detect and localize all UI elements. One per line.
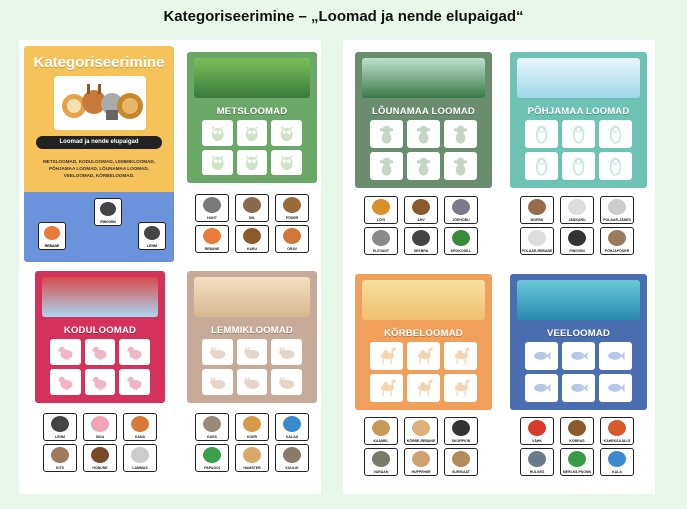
drop-slot[interactable] [525, 374, 558, 402]
animal-card[interactable] [444, 196, 478, 224]
card-label: KÜÜLIK [285, 466, 299, 470]
animal-card[interactable] [404, 448, 438, 476]
hen-icon [55, 373, 76, 391]
card-label: KITS [56, 466, 64, 470]
penguin-icon [530, 124, 553, 144]
card-label: LEHM [147, 244, 157, 248]
animal-card[interactable] [364, 448, 398, 476]
animal-cards-veeloomad [520, 417, 634, 476]
slot-grid [525, 120, 632, 180]
card-label: SKORPION [451, 439, 471, 443]
drop-slot[interactable] [370, 152, 403, 180]
cover-category-list [34, 158, 164, 179]
card-label: PINGVIIN [569, 249, 585, 253]
fish-icon [567, 346, 590, 366]
cover-list-line: PÕHJAMAA LOOMAD, LÕUNAMAA LOOMAD, [49, 166, 149, 171]
monkey-icon [375, 156, 398, 176]
example-card [94, 198, 122, 226]
slot-grid [202, 120, 302, 175]
card-label: POLAAR-REBANE [521, 249, 553, 253]
cover-list-line: VEELOOMAD, KÕRBELOOMAD. [63, 173, 135, 178]
card-label: LÕVI [376, 218, 386, 222]
animal-cards-lounamaa [364, 196, 478, 255]
card-label: LEHM [55, 435, 65, 439]
animal-card[interactable] [364, 417, 398, 445]
drop-slot[interactable] [562, 152, 595, 180]
animals-illustration [54, 76, 146, 130]
animal-picture [412, 199, 430, 215]
animal-picture [372, 230, 390, 246]
monkey-icon [375, 124, 398, 144]
animal-picture [452, 199, 470, 215]
card-label: PÕDER [285, 216, 299, 220]
animal-picture [528, 199, 546, 215]
drop-slot[interactable] [271, 150, 302, 176]
cat-icon [276, 373, 297, 391]
camel-icon [412, 378, 435, 398]
animal-picture [452, 420, 470, 436]
animal-card[interactable] [235, 444, 269, 472]
card-label: JÕEHOBU [452, 218, 470, 222]
panel-label: METSLOOMAD [216, 106, 288, 117]
card-label: HAMSTER [243, 466, 261, 470]
drop-slot[interactable] [562, 342, 595, 370]
card-label: KOER [246, 435, 258, 439]
habitat-scene-image [194, 58, 310, 98]
animal-card[interactable] [600, 417, 634, 445]
owl-icon [276, 124, 297, 142]
card-label: KÕRBE-REBANE [406, 439, 436, 443]
animal-card[interactable] [275, 413, 309, 441]
animal-card[interactable] [275, 444, 309, 472]
drop-slot[interactable] [562, 120, 595, 148]
card-label: SIGA [95, 435, 105, 439]
animal-card[interactable] [404, 196, 438, 224]
card-label: VÄHK [532, 439, 542, 443]
card-label: KROKODILL [450, 249, 472, 253]
animal-card[interactable] [444, 227, 478, 255]
animal-cards-koduloomad [43, 413, 157, 472]
penguin-icon [567, 156, 590, 176]
card-label: KALA [612, 470, 622, 474]
drop-slot[interactable] [444, 120, 477, 148]
animal-card[interactable] [235, 225, 269, 253]
animal-picture [283, 416, 301, 432]
slot-grid [50, 339, 150, 395]
cat-icon [207, 343, 228, 361]
animal-card[interactable] [520, 448, 554, 476]
slot-grid [370, 342, 477, 402]
penguin-icon [567, 124, 590, 144]
panel-koduloomad [35, 271, 165, 403]
monkey-icon [412, 156, 435, 176]
panel-lemmikloomad [187, 271, 317, 403]
animal-picture [283, 197, 301, 213]
animal-picture [91, 416, 109, 432]
animal-card[interactable] [560, 227, 594, 255]
drop-slot[interactable] [525, 120, 558, 148]
slot-grid [202, 339, 302, 395]
drop-slot[interactable] [119, 339, 150, 365]
cover-subtitle: Loomad ja nende elupaigad [36, 136, 162, 149]
animal-picture [203, 228, 221, 244]
drop-slot[interactable] [50, 339, 81, 365]
panel-label: PÕHJAMAA LOOMAD [527, 106, 630, 117]
cat-icon [276, 343, 297, 361]
animal-picture [568, 199, 586, 215]
card-label: PINGVIIN [100, 220, 116, 224]
animal-picture [283, 447, 301, 463]
cover-panel [24, 46, 174, 262]
animal-picture [203, 197, 221, 213]
hen-icon [124, 343, 145, 361]
animal-cards-metsloomad [195, 194, 309, 253]
drop-slot[interactable] [370, 120, 403, 148]
drop-slot[interactable] [562, 374, 595, 402]
animal-card[interactable] [364, 196, 398, 224]
cat-icon [207, 373, 228, 391]
animal-picture [528, 451, 546, 467]
animal-card[interactable] [404, 417, 438, 445]
drop-slot[interactable] [525, 152, 558, 180]
slot-grid [370, 120, 477, 180]
animal-card[interactable] [404, 227, 438, 255]
animal-picture [608, 420, 626, 436]
card-label: PAPAGOI [204, 466, 220, 470]
animal-card[interactable] [43, 413, 77, 441]
card-label: KALAD [285, 435, 299, 439]
drop-slot[interactable] [237, 369, 268, 395]
card-label: SEEBRA [413, 249, 429, 253]
animal-card[interactable] [123, 413, 157, 441]
animal-picture [372, 451, 390, 467]
example-card [38, 222, 66, 250]
fish-icon [567, 378, 590, 398]
animal-picture [412, 230, 430, 246]
animal-card[interactable] [123, 444, 157, 472]
card-label: REBANE [44, 244, 60, 248]
animal-picture [372, 420, 390, 436]
drop-slot[interactable] [237, 339, 268, 365]
card-label: SURIKAAT [452, 470, 470, 474]
animal-picture [568, 420, 586, 436]
drop-slot[interactable] [444, 342, 477, 370]
drop-slot[interactable] [271, 120, 302, 146]
drop-slot[interactable] [444, 374, 477, 402]
animal-picture [144, 226, 160, 240]
drop-slot[interactable] [599, 152, 632, 180]
fish-icon [604, 378, 627, 398]
animal-card[interactable] [520, 227, 554, 255]
card-label: HUNT [207, 216, 217, 220]
animal-picture [568, 230, 586, 246]
animal-picture [452, 230, 470, 246]
card-label: KASS [207, 435, 217, 439]
animal-picture [372, 199, 390, 215]
drop-slot[interactable] [237, 120, 268, 146]
animal-card[interactable] [560, 448, 594, 476]
animal-picture [568, 451, 586, 467]
animal-card[interactable] [195, 225, 229, 253]
card-label: HÜLGES [529, 470, 545, 474]
card-label: POLAAR-JÄNES [603, 218, 631, 222]
owl-icon [276, 153, 297, 171]
card-label: ORAV [287, 247, 297, 251]
card-label: KARU [246, 247, 258, 251]
panel-label: KÕRBELOOMAD [384, 328, 463, 339]
animal-card[interactable] [560, 417, 594, 445]
animal-picture [131, 447, 149, 463]
panel-label: VEELOOMAD [546, 328, 611, 339]
card-label: MORSK [530, 218, 544, 222]
animal-picture [243, 197, 261, 213]
animal-card[interactable] [444, 417, 478, 445]
animal-picture [100, 202, 116, 216]
camel-icon [412, 346, 435, 366]
animal-picture [243, 416, 261, 432]
owl-icon [207, 153, 228, 171]
drop-slot[interactable] [271, 339, 302, 365]
panel-label: LEMMIKLOOMAD [210, 325, 294, 336]
animal-picture [203, 416, 221, 432]
animal-picture [608, 451, 626, 467]
panel-metsloomad [187, 52, 317, 183]
drop-slot[interactable] [370, 374, 403, 402]
cover-title: Kategoriseerimine [33, 54, 165, 71]
drop-slot[interactable] [525, 342, 558, 370]
animal-card[interactable] [364, 227, 398, 255]
slot-grid [525, 342, 632, 402]
animal-picture [528, 420, 546, 436]
drop-slot[interactable] [370, 342, 403, 370]
animal-card[interactable] [43, 444, 77, 472]
card-label: LAMMAS [132, 466, 148, 470]
card-label: KOBRAS [569, 439, 585, 443]
drop-slot[interactable] [271, 369, 302, 395]
page-title: Kategoriseerimine – „Loomad ja nende elupaigad“ [163, 8, 524, 25]
card-label: MERI-KILPKONN [562, 470, 592, 474]
camel-icon [449, 346, 472, 366]
panel-korbeloomad [355, 274, 492, 410]
animal-picture [412, 420, 430, 436]
animal-card[interactable] [235, 413, 269, 441]
card-label: ELEVANT [372, 249, 390, 253]
animal-card[interactable] [275, 225, 309, 253]
monkey-icon [449, 156, 472, 176]
animal-picture [452, 451, 470, 467]
animal-card[interactable] [560, 196, 594, 224]
habitat-scene-image [194, 277, 310, 317]
animal-picture [91, 447, 109, 463]
animal-picture [528, 230, 546, 246]
panel-label: LÕUNAMAA LOOMAD [372, 106, 475, 117]
animal-card[interactable] [600, 196, 634, 224]
owl-icon [241, 153, 262, 171]
drop-slot[interactable] [407, 152, 440, 180]
panel-veeloomad [510, 274, 647, 410]
card-label: KAHEKSAJALG [603, 439, 631, 443]
animal-picture [608, 230, 626, 246]
drop-slot[interactable] [202, 369, 233, 395]
animal-picture [44, 226, 60, 240]
hen-icon [89, 373, 110, 391]
animal-picture [131, 416, 149, 432]
animal-card[interactable] [600, 448, 634, 476]
habitat-scene-image [517, 280, 640, 320]
habitat-scene-image [362, 58, 485, 98]
animal-card[interactable] [83, 413, 117, 441]
hen-icon [124, 373, 145, 391]
drop-slot[interactable] [119, 369, 150, 395]
animal-cards-korbeloomad [364, 417, 478, 476]
monkey-icon [449, 124, 472, 144]
card-label: VARAAN [373, 470, 389, 474]
fish-icon [530, 346, 553, 366]
penguin-icon [530, 156, 553, 176]
card-label: HOBUNE [92, 466, 108, 470]
drop-slot[interactable] [444, 152, 477, 180]
animal-picture [412, 451, 430, 467]
penguin-icon [604, 156, 627, 176]
drop-slot[interactable] [407, 120, 440, 148]
animal-picture [283, 228, 301, 244]
drop-slot[interactable] [50, 369, 81, 395]
drop-slot[interactable] [407, 374, 440, 402]
animal-cards-lemmikloomad [195, 413, 309, 472]
card-label: PÕHJAPÕDER [604, 249, 630, 253]
drop-slot[interactable] [85, 339, 116, 365]
owl-icon [207, 124, 228, 142]
camel-icon [449, 378, 472, 398]
card-label: KANA [134, 435, 146, 439]
owl-icon [241, 124, 262, 142]
animal-card[interactable] [520, 417, 554, 445]
animal-picture [243, 228, 261, 244]
animal-card[interactable] [195, 444, 229, 472]
drop-slot[interactable] [202, 150, 233, 176]
card-label: SIIL [248, 216, 256, 220]
drop-slot[interactable] [599, 342, 632, 370]
card-label: JÄÄKARU [568, 218, 586, 222]
animal-card[interactable] [520, 196, 554, 224]
animal-card[interactable] [195, 413, 229, 441]
animal-picture [51, 416, 69, 432]
card-label: AHV [417, 218, 425, 222]
cover-list-line: METSLOOMAD, KODULOOMAD, LEMMIKLOOMAD, [42, 159, 156, 164]
animal-card[interactable] [83, 444, 117, 472]
card-label: REBANE [204, 247, 220, 251]
card-label: HÜPPEHIIR [411, 470, 431, 474]
animal-picture [203, 447, 221, 463]
animal-card[interactable] [600, 227, 634, 255]
card-label: KAAMEL [373, 439, 389, 443]
drop-slot[interactable] [237, 150, 268, 176]
drop-slot[interactable] [202, 339, 233, 365]
camel-icon [375, 378, 398, 398]
hen-icon [55, 343, 76, 361]
animal-cards-pohjamaa [520, 196, 634, 255]
panel-lounamaa [355, 52, 492, 188]
animal-card[interactable] [444, 448, 478, 476]
fish-icon [604, 346, 627, 366]
drop-slot[interactable] [599, 120, 632, 148]
animal-picture [51, 447, 69, 463]
cover-animals-image [54, 76, 146, 130]
animal-card[interactable] [235, 194, 269, 222]
hen-icon [89, 343, 110, 361]
drop-slot[interactable] [599, 374, 632, 402]
cat-icon [241, 343, 262, 361]
animal-card[interactable] [195, 194, 229, 222]
animal-card[interactable] [275, 194, 309, 222]
drop-slot[interactable] [407, 342, 440, 370]
drop-slot[interactable] [202, 120, 233, 146]
cat-icon [241, 373, 262, 391]
panel-label: KODULOOMAD [63, 325, 137, 336]
drop-slot[interactable] [85, 369, 116, 395]
fish-icon [530, 378, 553, 398]
habitat-scene-image [362, 280, 485, 320]
example-card [138, 222, 166, 250]
camel-icon [375, 346, 398, 366]
habitat-scene-image [42, 277, 158, 317]
panel-pohjamaa [510, 52, 647, 188]
habitat-scene-image [517, 58, 640, 98]
animal-picture [243, 447, 261, 463]
monkey-icon [412, 124, 435, 144]
penguin-icon [604, 124, 627, 144]
animal-picture [608, 199, 626, 215]
